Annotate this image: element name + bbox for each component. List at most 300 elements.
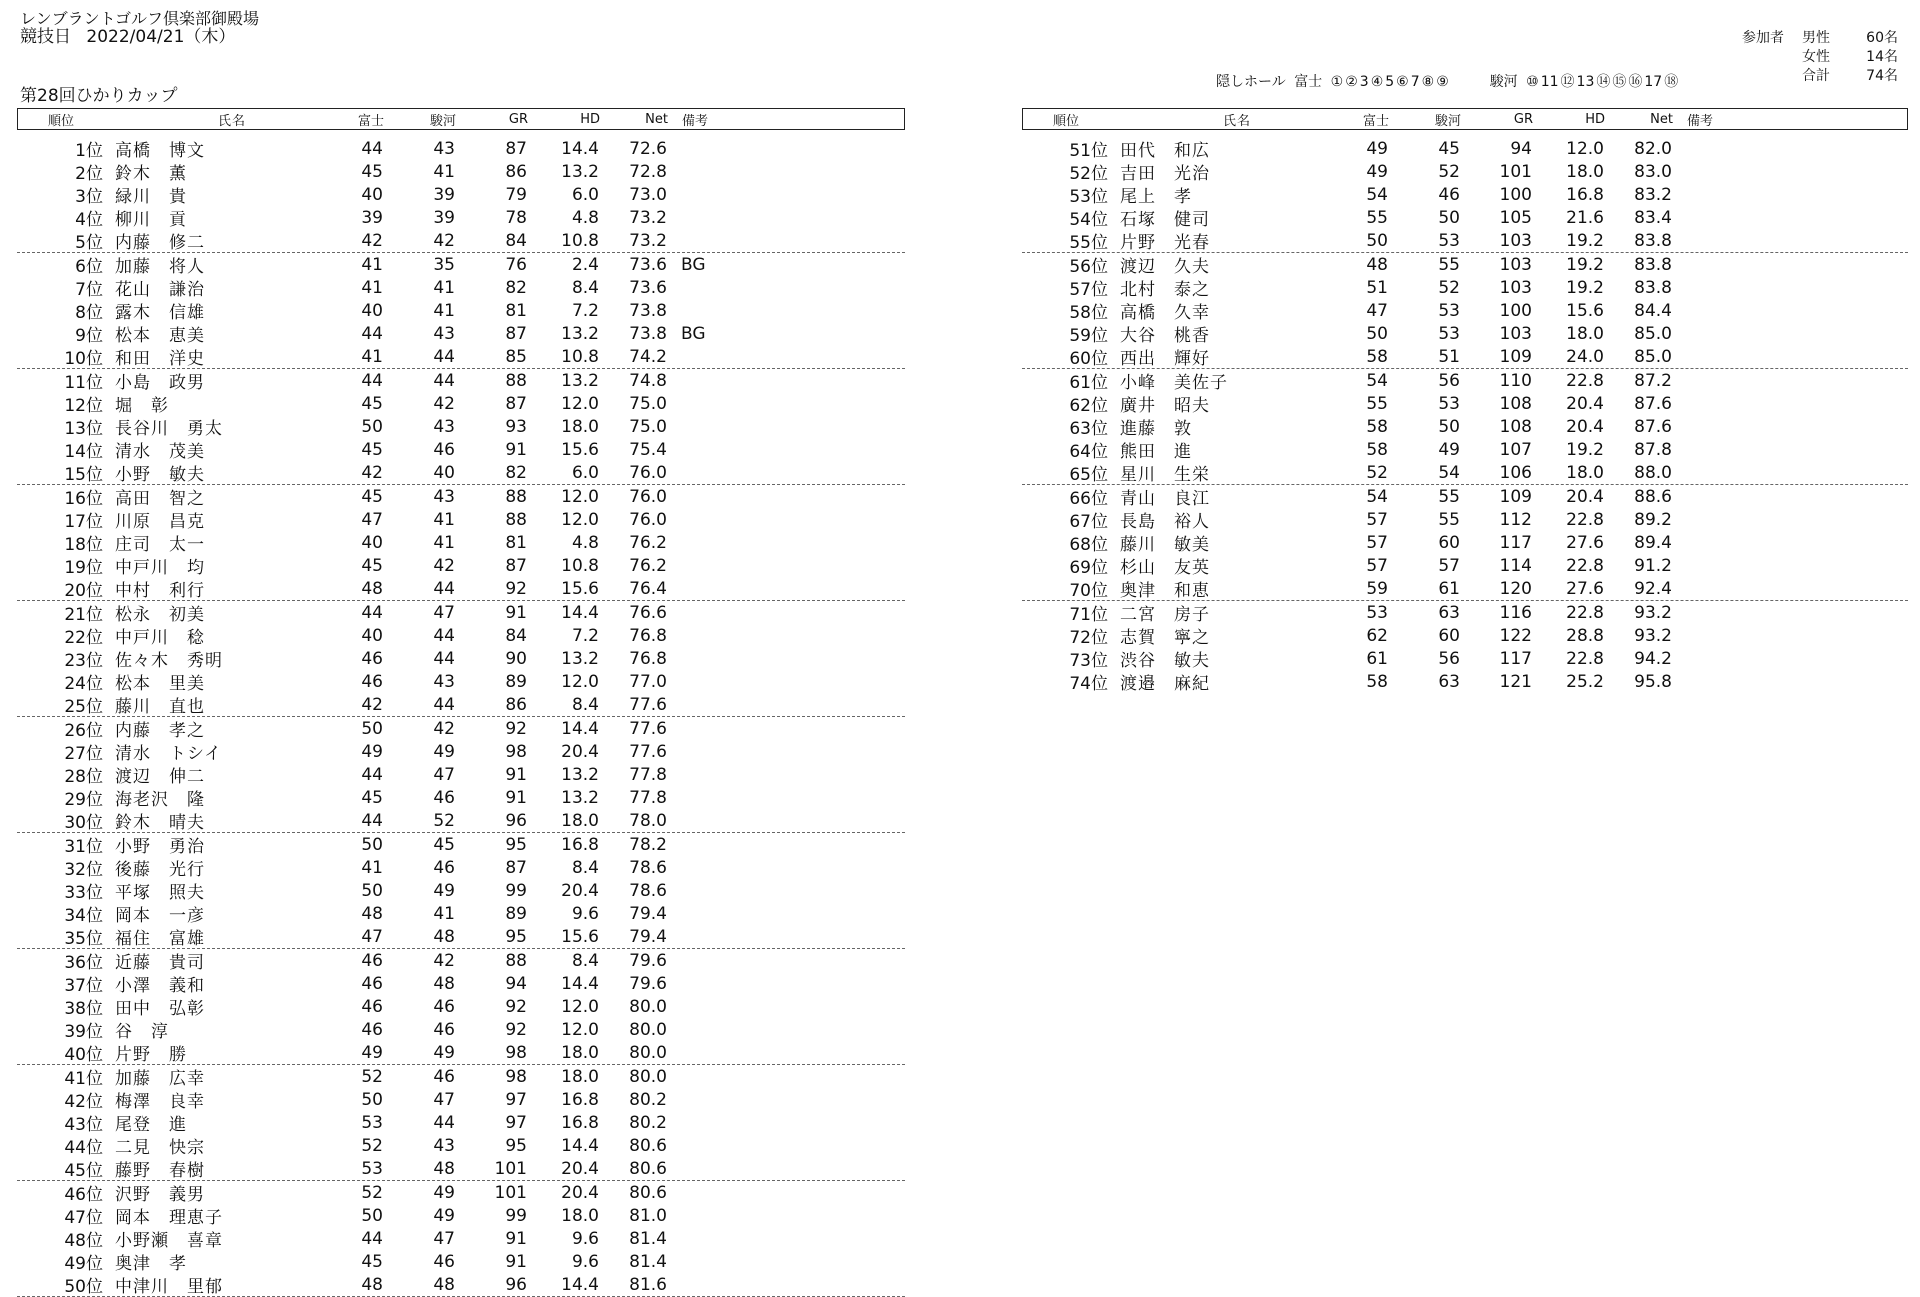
handicap: 28.8 [1566, 625, 1604, 646]
gross-score: 96 [505, 1274, 527, 1295]
gross-score: 94 [1510, 138, 1532, 159]
net-score: 83.2 [1634, 184, 1672, 205]
fuji-score: 44 [361, 602, 383, 623]
table-header [17, 108, 905, 130]
header-sunga: 駿河 [429, 113, 456, 129]
player-name: 内藤 修二 [115, 233, 205, 253]
player-name: 奥津 孝 [115, 1254, 187, 1274]
net-score: 76.2 [629, 532, 667, 553]
participant-count: 74名 [1866, 68, 1898, 84]
handicap: 8.4 [571, 277, 599, 298]
result-row [17, 879, 905, 902]
sunga-score: 43 [433, 1135, 455, 1156]
result-row [17, 531, 905, 554]
handicap: 10.8 [561, 555, 599, 576]
fuji-score: 45 [361, 486, 383, 507]
gross-score: 91 [505, 1251, 527, 1272]
gross-score: 92 [505, 1019, 527, 1040]
player-name: 近藤 貴司 [115, 953, 205, 973]
rank-cell: 63位 [1069, 419, 1108, 439]
handicap: 12.0 [561, 671, 599, 692]
player-name: 藤川 敏美 [1120, 535, 1210, 555]
sunga-score: 41 [433, 532, 455, 553]
gross-score: 90 [505, 648, 527, 669]
net-score: 81.6 [629, 1274, 667, 1295]
result-row [1022, 322, 1908, 345]
header-gr: GR [1513, 111, 1533, 127]
player-name: 加藤 広幸 [115, 1069, 205, 1089]
result-row [17, 1111, 905, 1134]
player-name: 渡邉 麻紀 [1120, 674, 1210, 694]
fuji-score: 46 [361, 996, 383, 1017]
sunga-score: 60 [1438, 625, 1460, 646]
player-name: 田代 和広 [1120, 141, 1210, 161]
sunga-score: 41 [433, 509, 455, 530]
fuji-score: 50 [361, 1089, 383, 1110]
sunga-score: 39 [433, 184, 455, 205]
fuji-score: 49 [1366, 161, 1388, 182]
gross-score: 109 [1499, 346, 1532, 367]
fuji-score: 47 [1366, 300, 1388, 321]
gross-score: 76 [505, 254, 527, 275]
sunga-score: 52 [1438, 277, 1460, 298]
gross-score: 95 [505, 834, 527, 855]
rank-cell: 68位 [1069, 535, 1108, 555]
sunga-score: 46 [433, 1251, 455, 1272]
hidden-hole-number: ⑫ [1560, 74, 1575, 90]
gross-score: 94 [505, 973, 527, 994]
net-score: 80.2 [629, 1112, 667, 1133]
sunga-score: 63 [1438, 602, 1460, 623]
gross-score: 117 [1499, 532, 1532, 553]
rank-cell: 67位 [1069, 512, 1108, 532]
sunga-score: 46 [1438, 184, 1460, 205]
hidden-hole-number: ④ [1370, 74, 1384, 90]
rank-cell: 20位 [64, 581, 103, 601]
rank-cell: 37位 [64, 976, 103, 996]
fuji-score: 44 [361, 1228, 383, 1249]
participant-category: 男性 [1802, 30, 1830, 46]
net-score: 80.0 [629, 1066, 667, 1087]
player-name: 小峰 美佐子 [1120, 373, 1228, 393]
result-row [17, 601, 905, 624]
net-score: 76.0 [629, 486, 667, 507]
participant-category: 女性 [1802, 49, 1830, 65]
result-row [1022, 183, 1908, 206]
fuji-score: 44 [361, 764, 383, 785]
hidden-hole-number: 11 [1540, 74, 1559, 90]
player-name: 片野 勝 [115, 1045, 187, 1065]
header-net: Net [1650, 111, 1673, 127]
sunga-score: 41 [433, 161, 455, 182]
fuji-score: 50 [361, 718, 383, 739]
rank-cell: 27位 [64, 744, 103, 764]
sunga-score: 57 [1438, 555, 1460, 576]
gross-score: 91 [505, 764, 527, 785]
sunga-score: 61 [1438, 578, 1460, 599]
result-row [17, 137, 905, 160]
player-name: 渡辺 伸二 [115, 767, 205, 787]
result-row [1022, 601, 1908, 624]
net-score: 80.0 [629, 996, 667, 1017]
fuji-score: 50 [361, 880, 383, 901]
hidden-hole-number: ② [1345, 74, 1358, 90]
result-row [1022, 647, 1908, 670]
sunga-score: 53 [1438, 230, 1460, 251]
sunga-score: 48 [433, 926, 455, 947]
rank-cell: 40位 [64, 1045, 103, 1065]
sunga-score: 47 [433, 1089, 455, 1110]
player-name: 小澤 義和 [115, 976, 205, 996]
fuji-score: 41 [361, 277, 383, 298]
rank-cell: 70位 [1069, 581, 1108, 601]
player-name: 藤川 直也 [115, 697, 205, 717]
player-name: 高橋 久幸 [1120, 303, 1210, 323]
handicap: 18.0 [561, 1205, 599, 1226]
handicap: 22.8 [1566, 648, 1604, 669]
player-name: 熊田 進 [1120, 442, 1192, 462]
rank-cell: 53位 [1069, 187, 1108, 207]
player-name: 藤野 春樹 [115, 1161, 205, 1181]
fuji-score: 50 [1366, 230, 1388, 251]
handicap: 19.2 [1566, 230, 1604, 251]
fuji-score: 45 [361, 393, 383, 414]
note: BG [681, 323, 706, 344]
gross-score: 89 [505, 903, 527, 924]
gross-score: 81 [505, 300, 527, 321]
player-name: 加藤 将人 [115, 257, 205, 277]
fuji-score: 61 [1366, 648, 1388, 669]
handicap: 20.4 [561, 741, 599, 762]
rank-cell: 43位 [64, 1115, 103, 1135]
rank-cell: 18位 [64, 535, 103, 555]
net-score: 83.8 [1634, 254, 1672, 275]
handicap: 27.6 [1566, 532, 1604, 553]
gross-score: 88 [505, 370, 527, 391]
result-row [1022, 276, 1908, 299]
result-row [17, 1157, 905, 1181]
sunga-score: 42 [433, 393, 455, 414]
player-name: 松本 恵美 [115, 326, 205, 346]
result-row [1022, 345, 1908, 369]
net-score: 79.4 [629, 903, 667, 924]
player-name: 岡本 理恵子 [115, 1208, 223, 1228]
fuji-score: 40 [361, 532, 383, 553]
net-score: 74.2 [629, 346, 667, 367]
result-row [17, 253, 905, 276]
handicap: 13.2 [561, 161, 599, 182]
fuji-score: 40 [361, 184, 383, 205]
gross-score: 92 [505, 996, 527, 1017]
player-name: 西出 輝好 [1120, 349, 1210, 369]
fuji-score: 42 [361, 230, 383, 251]
player-name: 杉山 友英 [1120, 558, 1210, 578]
rank-cell: 57位 [1069, 280, 1108, 300]
header-net: Net [645, 111, 668, 127]
handicap: 12.0 [561, 393, 599, 414]
fuji-score: 51 [1366, 277, 1388, 298]
result-row [17, 206, 905, 229]
hidden-hole-number: ① [1330, 74, 1344, 90]
hidden-hole-number: 5 [1385, 74, 1395, 90]
header-name: 氏名 [218, 113, 247, 129]
player-name: 和田 洋史 [115, 349, 205, 369]
fuji-score: 44 [361, 810, 383, 831]
result-row [17, 902, 905, 925]
handicap: 4.8 [571, 207, 599, 228]
sunga-score: 35 [433, 254, 455, 275]
net-score: 87.6 [1634, 416, 1672, 437]
net-score: 83.8 [1634, 230, 1672, 251]
results-rows-left [17, 137, 905, 1297]
rank-cell: 58位 [1069, 303, 1108, 323]
hidden-hole-number: ⑥ [1396, 74, 1409, 90]
handicap: 18.0 [561, 810, 599, 831]
gross-score: 82 [505, 462, 527, 483]
sunga-score: 42 [433, 230, 455, 251]
fuji-score: 49 [361, 741, 383, 762]
handicap: 10.8 [561, 346, 599, 367]
gross-score: 91 [505, 1228, 527, 1249]
handicap: 14.4 [561, 1274, 599, 1295]
handicap: 19.2 [1566, 277, 1604, 298]
gross-score: 122 [1499, 625, 1532, 646]
fuji-score: 52 [361, 1182, 383, 1203]
rank-cell: 48位 [64, 1231, 103, 1251]
net-score: 87.8 [1634, 439, 1672, 460]
sunga-score: 53 [1438, 300, 1460, 321]
rank-cell: 16位 [64, 489, 103, 509]
net-score: 81.0 [629, 1205, 667, 1226]
player-name: 谷 淳 [115, 1022, 169, 1042]
result-row [1022, 577, 1908, 601]
hidden-hole-number: 3 [1359, 74, 1369, 90]
participants-label: 参加者 [1742, 30, 1784, 46]
handicap: 18.0 [1566, 462, 1604, 483]
fuji-score: 49 [361, 1042, 383, 1063]
fuji-score: 40 [361, 300, 383, 321]
result-row [17, 1273, 905, 1297]
player-name: 平塚 照夫 [115, 883, 205, 903]
handicap: 15.6 [561, 578, 599, 599]
fuji-score: 62 [1366, 625, 1388, 646]
net-score: 80.0 [629, 1019, 667, 1040]
result-row [17, 1065, 905, 1088]
fuji-score: 45 [361, 555, 383, 576]
net-score: 76.8 [629, 625, 667, 646]
sunga-score: 52 [433, 810, 455, 831]
rank-cell: 17位 [64, 512, 103, 532]
player-name: 志賀 寧之 [1120, 628, 1210, 648]
handicap: 14.4 [561, 718, 599, 739]
result-row [17, 1018, 905, 1041]
handicap: 12.0 [561, 486, 599, 507]
net-score: 72.6 [629, 138, 667, 159]
fuji-score: 41 [361, 254, 383, 275]
rank-cell: 74位 [1069, 674, 1108, 694]
rank-cell: 22位 [64, 628, 103, 648]
fuji-score: 52 [1366, 462, 1388, 483]
rank-cell: 28位 [64, 767, 103, 787]
result-row [17, 1181, 905, 1204]
gross-score: 97 [505, 1089, 527, 1110]
gross-score: 91 [505, 602, 527, 623]
hidden-hole-number: ⑱ [1664, 74, 1679, 90]
fuji-score: 46 [361, 1019, 383, 1040]
gross-score: 86 [505, 694, 527, 715]
gross-score: 78 [505, 207, 527, 228]
result-row [17, 763, 905, 786]
header-name: 氏名 [1223, 113, 1252, 129]
sunga-score: 49 [433, 1182, 455, 1203]
sunga-score: 46 [433, 787, 455, 808]
handicap: 16.8 [561, 1089, 599, 1110]
rank-cell: 24位 [64, 674, 103, 694]
fuji-score: 45 [361, 1251, 383, 1272]
fuji-score: 53 [361, 1112, 383, 1133]
result-row [17, 647, 905, 670]
gross-score: 98 [505, 1066, 527, 1087]
result-row [17, 972, 905, 995]
hidden-hole-number: 13 [1576, 74, 1595, 90]
sunga-score: 55 [1438, 509, 1460, 530]
gross-score: 107 [1499, 439, 1532, 460]
handicap: 18.0 [1566, 161, 1604, 182]
rank-cell: 19位 [64, 558, 103, 578]
fuji-score: 47 [361, 509, 383, 530]
hidden-hole-number: ⑮ [1612, 74, 1627, 90]
fuji-score: 54 [1366, 184, 1388, 205]
net-score: 78.0 [629, 810, 667, 831]
sunga-score: 46 [433, 1019, 455, 1040]
player-name: 小野 勇治 [115, 837, 205, 857]
player-name: 佐々木 秀明 [115, 651, 223, 671]
gross-score: 82 [505, 277, 527, 298]
handicap: 16.8 [561, 1112, 599, 1133]
player-name: 長谷川 勇太 [115, 419, 223, 439]
sunga-score: 54 [1438, 462, 1460, 483]
player-name: 長島 裕人 [1120, 512, 1210, 532]
player-name: 二宮 房子 [1120, 605, 1210, 625]
header-hd: HD [580, 111, 600, 127]
player-name: 廣井 昭夫 [1120, 396, 1210, 416]
header-fuji: 富士 [357, 113, 384, 129]
net-score: 73.0 [629, 184, 667, 205]
fuji-score: 48 [1366, 254, 1388, 275]
sunga-score: 45 [433, 834, 455, 855]
handicap: 25.2 [1566, 671, 1604, 692]
player-name: 尾上 孝 [1120, 187, 1192, 207]
fuji-score: 50 [1366, 323, 1388, 344]
gross-score: 92 [505, 578, 527, 599]
handicap: 20.4 [1566, 416, 1604, 437]
net-score: 75.0 [629, 416, 667, 437]
header-note: 備考 [1687, 113, 1714, 129]
handicap: 12.0 [561, 996, 599, 1017]
net-score: 77.6 [629, 741, 667, 762]
player-name: 小島 政男 [115, 373, 205, 393]
gross-score: 121 [1499, 671, 1532, 692]
net-score: 79.4 [629, 926, 667, 947]
gross-score: 101 [494, 1158, 527, 1179]
gross-score: 85 [505, 346, 527, 367]
hidden-hole-number: ⑧ [1421, 74, 1435, 90]
result-row [1022, 485, 1908, 508]
fuji-score: 44 [361, 370, 383, 391]
sunga-score: 49 [433, 741, 455, 762]
rank-cell: 59位 [1069, 326, 1108, 346]
gross-score: 86 [505, 161, 527, 182]
player-name: 星川 生栄 [1120, 465, 1210, 485]
fuji-score: 39 [361, 207, 383, 228]
rank-cell: 61位 [1069, 373, 1108, 393]
player-name: 小野瀬 喜章 [115, 1231, 223, 1251]
net-score: 81.4 [629, 1251, 667, 1272]
net-score: 77.0 [629, 671, 667, 692]
header-rank: 順位 [1053, 113, 1080, 129]
handicap: 22.8 [1566, 602, 1604, 623]
handicap: 16.8 [1566, 184, 1604, 205]
player-name: 田中 弘彰 [115, 999, 205, 1019]
rank-cell: 64位 [1069, 442, 1108, 462]
player-name: 中戸川 均 [115, 558, 205, 578]
player-name: 松永 初美 [115, 605, 205, 625]
result-row [1022, 229, 1908, 253]
player-name: 花山 謙治 [115, 280, 205, 300]
result-row [17, 392, 905, 415]
result-row [17, 508, 905, 531]
sunga-score: 42 [433, 718, 455, 739]
sunga-score: 52 [1438, 161, 1460, 182]
sunga-score: 44 [433, 370, 455, 391]
gross-score: 101 [494, 1182, 527, 1203]
player-name: 渡辺 久夫 [1120, 257, 1210, 277]
result-row [17, 624, 905, 647]
net-score: 93.2 [1634, 625, 1672, 646]
gross-score: 87 [505, 393, 527, 414]
result-row [17, 554, 905, 577]
result-row [1022, 415, 1908, 438]
net-score: 88.0 [1634, 462, 1672, 483]
participant-count: 14名 [1866, 49, 1898, 65]
handicap: 6.0 [571, 462, 599, 483]
result-row [17, 949, 905, 972]
handicap: 7.2 [571, 300, 599, 321]
participant-row-female [1724, 48, 1898, 67]
fuji-score: 46 [361, 671, 383, 692]
result-row [17, 160, 905, 183]
sunga-score: 44 [433, 578, 455, 599]
sunga-score: 44 [433, 346, 455, 367]
gross-score: 88 [505, 950, 527, 971]
result-row [1022, 369, 1908, 392]
fuji-score: 55 [1366, 393, 1388, 414]
gross-score: 92 [505, 718, 527, 739]
note: BG [681, 254, 706, 275]
result-row [17, 670, 905, 693]
fuji-score: 48 [361, 903, 383, 924]
sunga-score: 56 [1438, 370, 1460, 391]
gross-score: 103 [1499, 254, 1532, 275]
net-score: 88.6 [1634, 486, 1672, 507]
sunga-score: 46 [433, 857, 455, 878]
gross-score: 91 [505, 787, 527, 808]
rank-cell: 50位 [64, 1277, 103, 1297]
rank-cell: 42位 [64, 1092, 103, 1112]
handicap: 8.4 [571, 694, 599, 715]
result-row [1022, 670, 1908, 693]
player-name: 内藤 孝之 [115, 721, 205, 741]
